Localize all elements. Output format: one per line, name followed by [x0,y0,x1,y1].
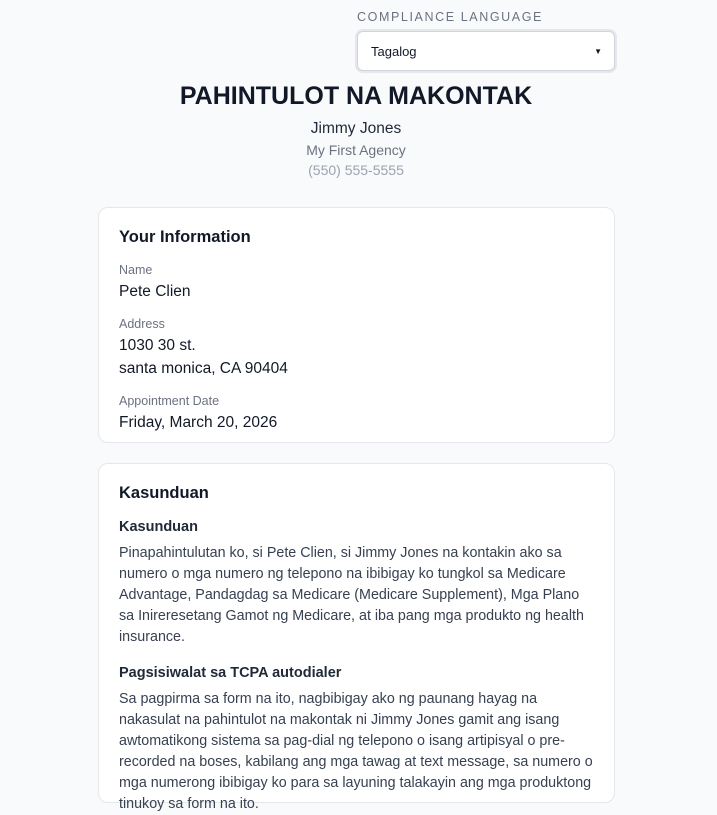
your-information-card [98,207,615,443]
agent-phone: (550) 555-5555 [308,162,404,178]
compliance-language [357,10,615,71]
section-heading: Pagsisiwalat sa TCPA autodialer [119,665,342,681]
appointment-date-value: Friday, March 20, 2026 [119,414,278,431]
section-heading: Kasunduan [119,519,198,535]
section-body: Sa pagpirma sa form na ito, nagbibigay ako ng paunang hayag na nakasulat na pahintulot na makontak ni Jimmy Jones gamit ang isang awtomatikong sistema sa pag-dial ng telepono o isang artipisyal o pre-recorded na boses, kabilang ang mga tawag at text message, sa numero o mga numerong ibibigay ko para sa layuning talakayin ang mga produktong tinukoy sa form na ito. [119,691,593,812]
card-title: Kasunduan [119,484,209,502]
name-value: Pete Clien [119,283,191,300]
appointment-date-label: Appointment Date [119,394,220,408]
agent-name: Jimmy Jones [310,120,402,137]
agency-name: My First Agency [306,142,406,158]
language-select[interactable] [357,31,615,71]
page-title: PAHINTULOT NA MAKONTAK [179,82,533,110]
section-body: Pinapahintulutan ko, si Pete Clien, si Jimmy Jones na kontakin ako sa numero o mga numero ng telepono na ibibigay ko tungkol sa Medicare Advantage, Pandagdag sa Medicare (Medicare Supplement), Mga Plano sa Inireresetang Gamot ng Medicare, at iba pang mga produkto ng health insurance. [119,545,584,645]
chevron-down-icon: ▼ [594,46,602,56]
name-label: Name [119,263,153,277]
address-line1: 1030 30 st. [119,337,196,354]
agreement-card [98,463,615,812]
address-line2: santa monica, CA 90404 [119,360,288,377]
language-select-value: Tagalog [371,43,417,59]
compliance-language-label: COMPLIANCE LANGUAGE [357,10,543,24]
card-title: Your Information [119,228,251,246]
page-header [0,82,717,178]
address-label: Address [119,317,165,331]
